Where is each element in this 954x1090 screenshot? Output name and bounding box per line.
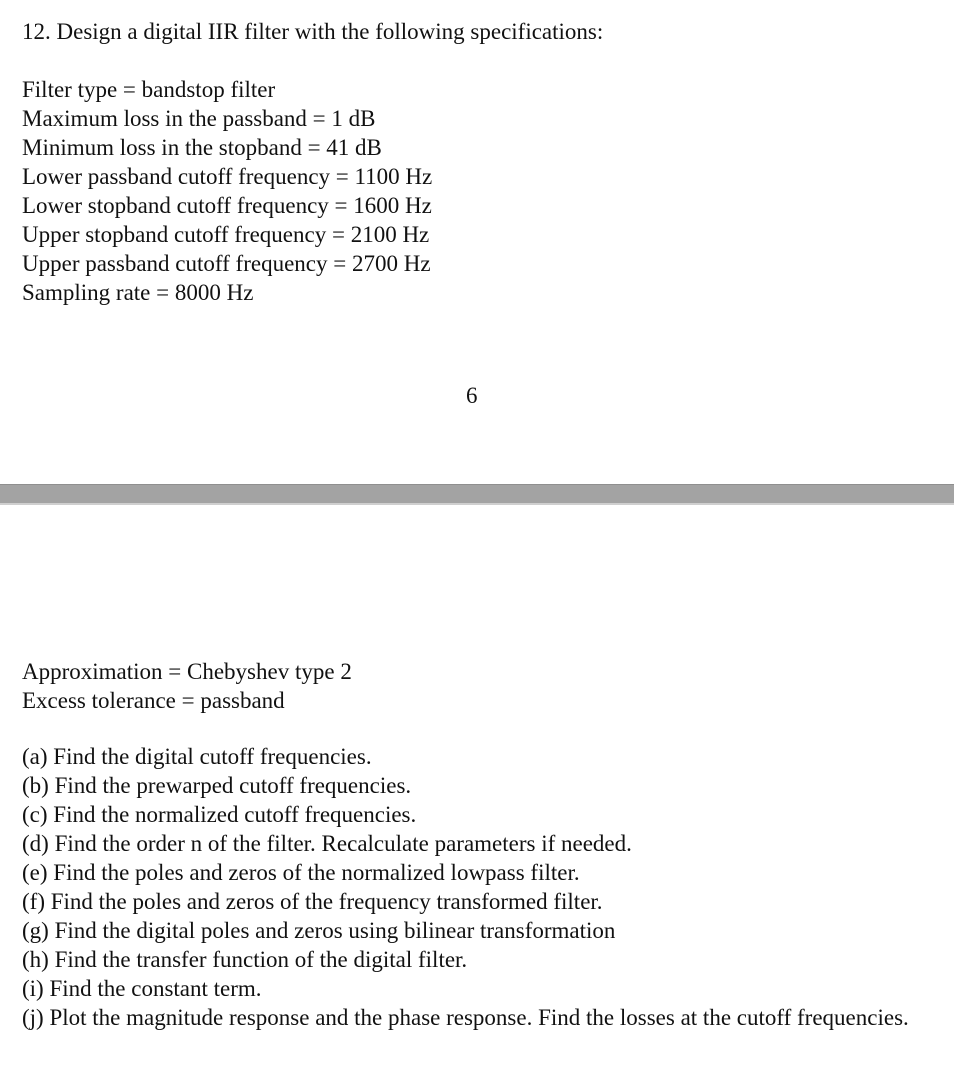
- task-item-i: (i) Find the constant term.: [22, 976, 262, 1001]
- task-item-g: (g) Find the digital poles and zeros using bilinear transformation: [22, 918, 616, 943]
- page-top: [0, 0, 954, 484]
- task-item-a: (a) Find the digital cutoff frequencies.: [22, 744, 372, 769]
- problem-title: 12. Design a digital IIR filter with the following specifications:: [22, 19, 604, 44]
- spec-approximation: Approximation = Chebyshev type 2: [22, 659, 352, 684]
- task-item-h: (h) Find the transfer function of the digital filter.: [22, 947, 468, 972]
- page-separator: [0, 484, 954, 505]
- spec-upper-passband-cutoff: Upper passband cutoff frequency = 2700 Hz: [22, 251, 431, 276]
- task-item-c: (c) Find the normalized cutoff frequencies.: [22, 802, 417, 827]
- task-item-d: (d) Find the order n of the filter. Recalculate parameters if needed.: [22, 831, 632, 856]
- spec-lower-stopband-cutoff: Lower stopband cutoff frequency = 1600 Hz: [22, 193, 432, 218]
- spec-max-passband-loss: Maximum loss in the passband = 1 dB: [22, 106, 376, 131]
- specification-list: [22, 75, 432, 307]
- spec-lower-passband-cutoff: Lower passband cutoff frequency = 1100 Hz: [22, 164, 433, 189]
- specification-list-continued: [22, 657, 352, 715]
- task-item-j: (j) Plot the magnitude response and the phase response. Find the losses at the cutoff frequencies.: [22, 1005, 909, 1030]
- task-item-b: (b) Find the prewarped cutoff frequencies.: [22, 773, 412, 798]
- page-number: 6: [466, 383, 478, 408]
- spec-upper-stopband-cutoff: Upper stopband cutoff frequency = 2100 Hz: [22, 222, 430, 247]
- task-item-f: (f) Find the poles and zeros of the frequency transformed filter.: [22, 889, 603, 914]
- spec-min-stopband-loss: Minimum loss in the stopband = 41 dB: [22, 135, 382, 160]
- spec-sampling-rate: Sampling rate = 8000 Hz: [22, 280, 254, 305]
- spec-filter-type: Filter type = bandstop filter: [22, 77, 276, 102]
- spec-excess-tolerance: Excess tolerance = passband: [22, 688, 285, 713]
- task-item-e: (e) Find the poles and zeros of the normalized lowpass filter.: [22, 860, 580, 885]
- task-list: [22, 742, 922, 1032]
